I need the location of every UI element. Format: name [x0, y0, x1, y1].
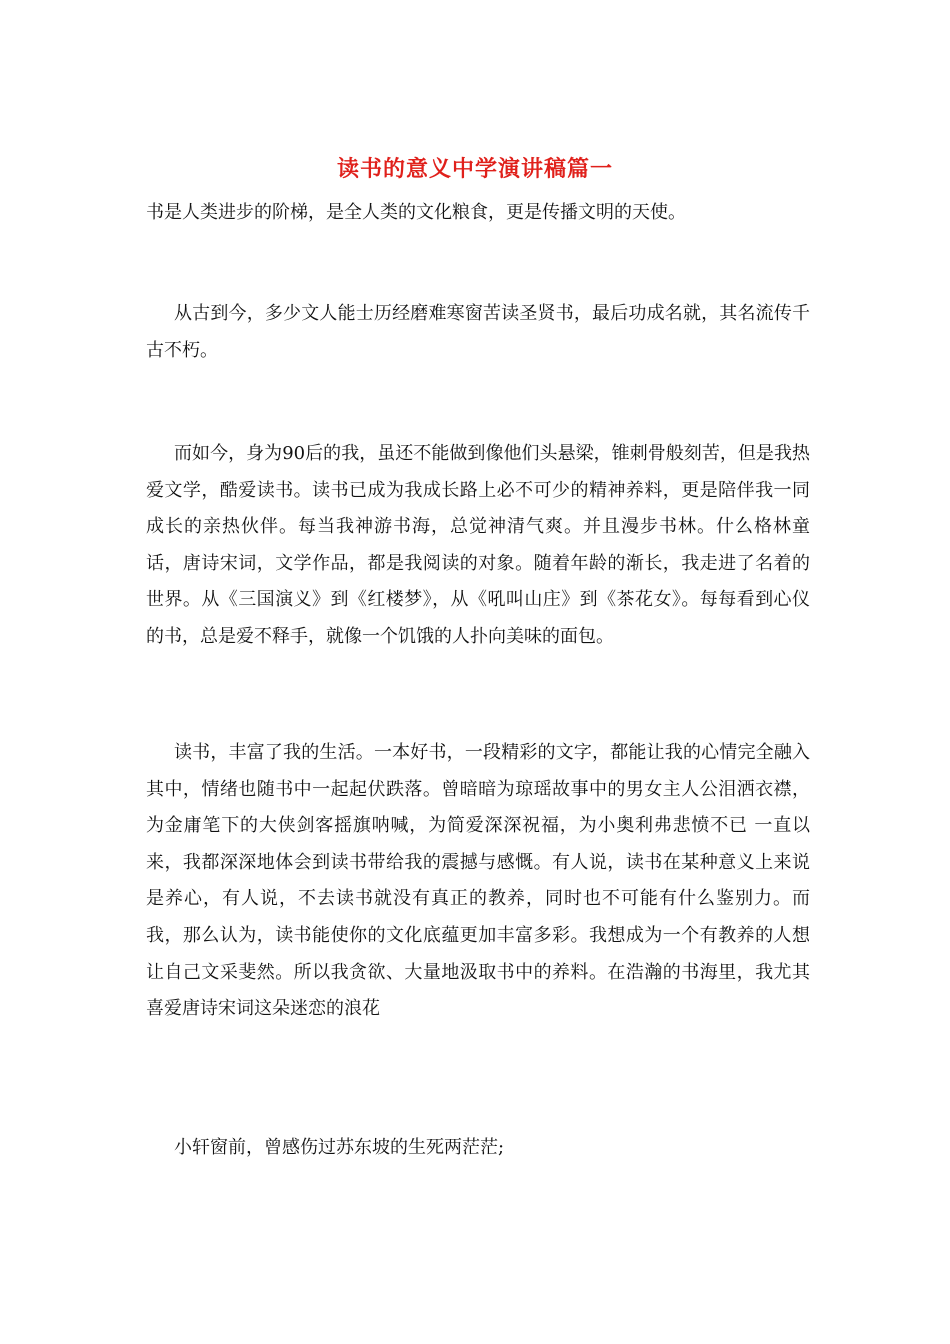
paragraph-reading-enriches-life: 读书，丰富了我的生活。一本好书，一段精彩的文字，都能让我的心情完全融入其中，情绪也随书中一起起伏跌落。曾暗暗为琼瑶故事中的男女主人公泪洒衣襟，为金庸笔下的大侠剑客摇旗呐喊，为简爱深深祝福，为小奥利弗悲愤不已 一直以来，我都深深地体会到读书带给我的震撼与感慨。有人说，读书在某种意义上来说是养心，有人说，不去读书就没有真正的教养，同时也不可能有什么鉴别力。而我，那么认为，读书能使你的文化底蕴更加丰富多彩。我想成为一个有教养的人想让自己文采斐然。所以我贪欲、大量地汲取书中的养料。在浩瀚的书海里，我尤其喜爱唐诗宋词这朵迷恋的浪花 [146, 742, 810, 1020]
paragraph-intro: 书是人类进步的阶梯，是全人类的文化粮食，更是传播文明的天使。 [146, 202, 686, 223]
paragraph-ancient-scholars: 从古到今，多少文人能士历经磨难寒窗苦读圣贤书，最后功成名就，其名流传千古不朽。 [146, 303, 810, 361]
paragraph-love-of-reading: 而如今，身为90后的我，虽还不能做到像他们头悬梁，锥刺骨般刻苦，但是我热爱文学，酷爱读书。读书已成为我成长路上必不可少的精神养料，更是陪伴我一同成长的亲热伙伴。每当我神游书海，总觉神清气爽。并且漫步书林。什么格林童话，唐诗宋词，文学作品，都是我阅读的对象。随着年龄的渐长，我走进了名着的世界。从《三国演义》到《红楼梦》，从《吼叫山庄》到《茶花女》。每每看到心仪的书，总是爱不释手，就像一个饥饿的人扑向美味的面包。 [146, 443, 810, 647]
paragraph-su-dongpo: 小轩窗前，曾感伤过苏东坡的生死两茫茫; [174, 1137, 505, 1158]
document-title: 读书的意义中学演讲稿篇一 [336, 156, 613, 182]
